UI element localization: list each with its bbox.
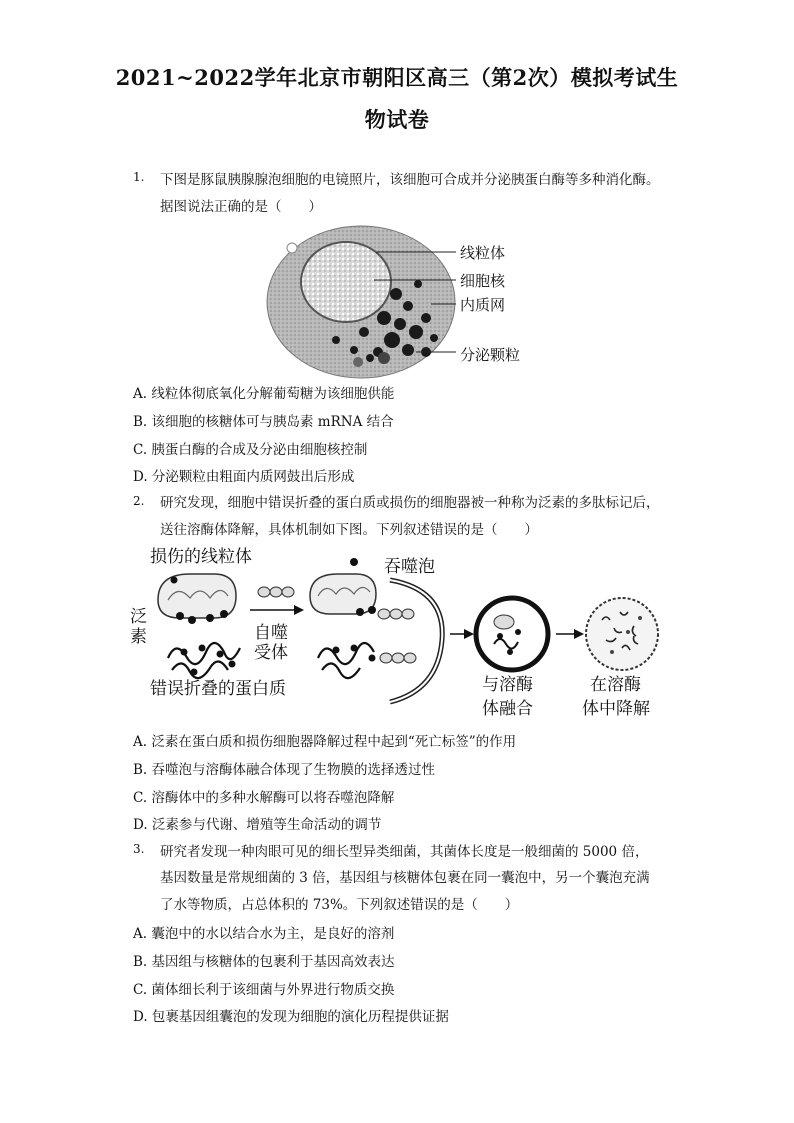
label-ubiquitin-1: 泛 xyxy=(130,607,147,627)
misfolded-protein-left xyxy=(168,643,240,678)
option-a: A. 泛素在蛋白质和损伤细胞器降解过程中起到“死亡标签”的作用 xyxy=(133,734,517,750)
option-b: B. 该细胞的核糖体可与胰岛素 mRNA 结合 xyxy=(133,414,394,430)
label-mitochondria: 线粒体 xyxy=(460,244,506,262)
nucleus xyxy=(301,242,391,322)
option-d: D. 泛素参与代谢、增殖等生命活动的调节 xyxy=(133,817,382,833)
question-number: 2. xyxy=(133,494,145,508)
label-fuse-1: 与溶酶 xyxy=(482,675,533,695)
question-number: 3. xyxy=(133,842,145,856)
ubiquitin-autophagy-figure xyxy=(128,540,668,722)
question-stem: 研究者发现一种肉眼可见的细长型异类细菌，其菌体长度是一般细菌的 5000 倍， xyxy=(160,844,649,860)
option-b: B. 吞噬泡与溶酶体融合体现了生物膜的选择透过性 xyxy=(133,762,436,778)
option-d: D. 包裹基因组囊泡的发现为细胞的演化历程提供证据 xyxy=(133,1009,449,1025)
label-damaged-mito: 损伤的线粒体 xyxy=(150,547,252,567)
label-er: 内质网 xyxy=(460,296,506,314)
question-number: 1. xyxy=(133,170,145,184)
option-a: A. 线粒体彻底氧化分解葡萄糖为该细胞供能 xyxy=(133,386,395,402)
page-title-line1: 2021~2022学年北京市朝阳区高三（第2次）模拟考试生 xyxy=(115,65,679,90)
label-misfolded: 错误折叠的蛋白质 xyxy=(150,679,286,699)
phagophore-membrane xyxy=(390,580,442,702)
question-stem: 研究发现，细胞中错误折叠的蛋白质或损伤的细胞器被一种称为泛素的多肽标记后， xyxy=(160,495,660,511)
label-receptor-2: 受体 xyxy=(254,643,288,663)
option-c: C. 胰蛋白酶的合成及分泌由细胞核控制 xyxy=(133,442,368,458)
question-stem: 了水等物质，占总体积的 73%。下列叙述错误的是（ ） xyxy=(160,897,519,913)
label-degrade-2: 体中降解 xyxy=(582,699,650,719)
question-stem: 据图说法正确的是（ ） xyxy=(160,199,322,215)
misfolded-protein-middle xyxy=(318,643,416,678)
label-ubiquitin-2: 素 xyxy=(130,627,147,647)
question-stem: 下图是豚鼠胰腺腺泡细胞的电镜照片，该细胞可合成并分泌胰蛋白酶等多种消化酶。 xyxy=(160,172,660,188)
option-d: D. 分泌颗粒由粗面内质网鼓出后形成 xyxy=(133,469,355,485)
option-a: A. 囊泡中的水以结合水为主，是良好的溶剂 xyxy=(133,926,395,942)
option-b: B. 基因组与核糖体的包裹利于基因高效表达 xyxy=(133,954,395,970)
lysosome-degraded xyxy=(586,598,658,670)
autophagy-receptor xyxy=(258,587,294,597)
label-degrade-1: 在溶酶 xyxy=(590,675,641,695)
label-receptor-1: 自噬 xyxy=(254,623,288,643)
label-nucleus: 细胞核 xyxy=(460,272,506,290)
label-phagophore: 吞噬泡 xyxy=(384,557,435,577)
label-fuse-2: 体融合 xyxy=(482,699,533,719)
page-title-line2: 物试卷 xyxy=(364,107,430,132)
question-stem: 送往溶酶体降解，具体机制如下图。下列叙述错误的是（ ） xyxy=(160,522,538,538)
autolysosome xyxy=(476,598,548,670)
option-c: C. 菌体细长利于该细菌与外界进行物质交换 xyxy=(133,982,395,998)
question-stem: 基因数量是常规细菌的 3 倍，基因组与核糖体包裹在同一囊泡中，另一个囊泡充满 xyxy=(160,870,650,886)
option-c: C. 溶酶体中的多种水解酶可以将吞噬泡降解 xyxy=(133,790,395,806)
label-secretory-granule: 分泌颗粒 xyxy=(460,346,521,364)
cell-micrograph-figure xyxy=(266,222,566,382)
damaged-mitochondrion-left xyxy=(158,574,236,624)
